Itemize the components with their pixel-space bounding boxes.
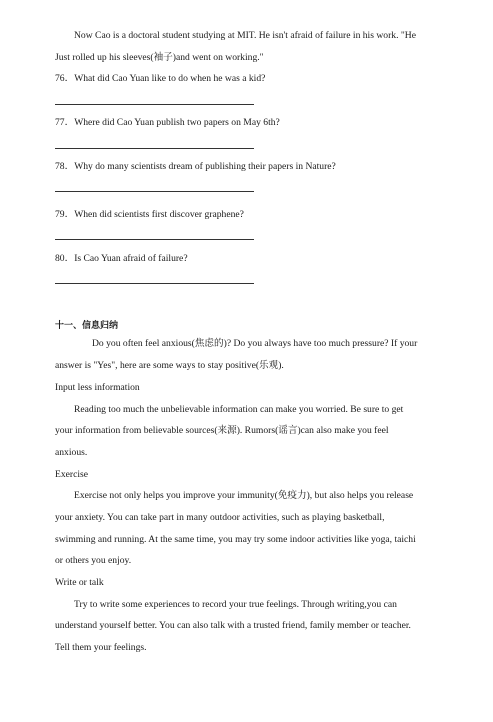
question-number: 80． — [55, 253, 75, 264]
question-text: What did Cao Yuan like to do when he was a kid? — [74, 73, 266, 84]
question-77 — [55, 117, 280, 129]
passage-line-1: Now Cao is a doctoral student studying at MIT. He isn't afraid of failure in his work. "He — [74, 30, 416, 41]
question-text: When did scientists first discover graphene? — [74, 209, 244, 220]
paragraph-line: your information from believable sources(来源). Rumors(谣言)can also make you feel — [55, 425, 389, 436]
answer-line-77[interactable] — [55, 148, 254, 149]
question-text: Why do many scientists dream of publishing their papers in Nature? — [74, 161, 336, 172]
question-number: 79． — [55, 209, 75, 220]
paragraph-line: Try to write some experiences to record your true feelings. Through writing,you can — [74, 599, 397, 610]
paragraph-line: Reading too much the unbelievable information can make you worried. Be sure to get — [74, 404, 404, 415]
intro-line-2: answer is "Yes", here are some ways to stay positive(乐观). — [55, 360, 284, 371]
paragraph-line: Tell them your feelings. — [55, 642, 147, 653]
subsection-title-exercise: Exercise — [55, 469, 89, 480]
question-76 — [55, 73, 265, 85]
paragraph-line: Exercise not only helps you improve your immunity(免疫力), but also helps you release — [74, 490, 414, 501]
answer-line-78[interactable] — [55, 191, 254, 192]
question-number: 77． — [55, 117, 75, 128]
question-80 — [55, 253, 188, 265]
answer-line-76[interactable] — [55, 104, 254, 105]
question-79 — [55, 209, 244, 221]
paragraph-line: understand yourself better. You can also talk with a trusted friend, family member or teacher. — [55, 620, 411, 631]
answer-line-80[interactable] — [55, 283, 254, 284]
paragraph-line: swimming and running. At the same time, you may try some indoor activities like yoga, taichi — [55, 534, 416, 545]
question-text: Is Cao Yuan afraid of failure? — [74, 253, 188, 264]
passage-line-2: Just rolled up his sleeves(袖子)and went on working." — [55, 52, 264, 63]
paragraph-line: or others you enjoy. — [55, 555, 132, 566]
subsection-title-write-or-talk: Write or talk — [55, 577, 104, 588]
section-heading: 十一、信息归纳 — [55, 321, 119, 331]
question-number: 78． — [55, 161, 75, 172]
paragraph-line: anxious. — [55, 447, 88, 458]
question-number: 76． — [55, 73, 75, 84]
question-78 — [55, 161, 336, 173]
subsection-title-input-less-information: Input less information — [55, 382, 140, 393]
question-text: Where did Cao Yuan publish two papers on May 6th? — [74, 117, 280, 128]
paragraph-line: your anxiety. You can take part in many outdoor activities, such as playing basketball, — [55, 512, 385, 523]
answer-line-79[interactable] — [55, 239, 254, 240]
intro-line-1: Do you often feel anxious(焦虑的)? Do you always have too much pressure? If your — [92, 338, 418, 349]
